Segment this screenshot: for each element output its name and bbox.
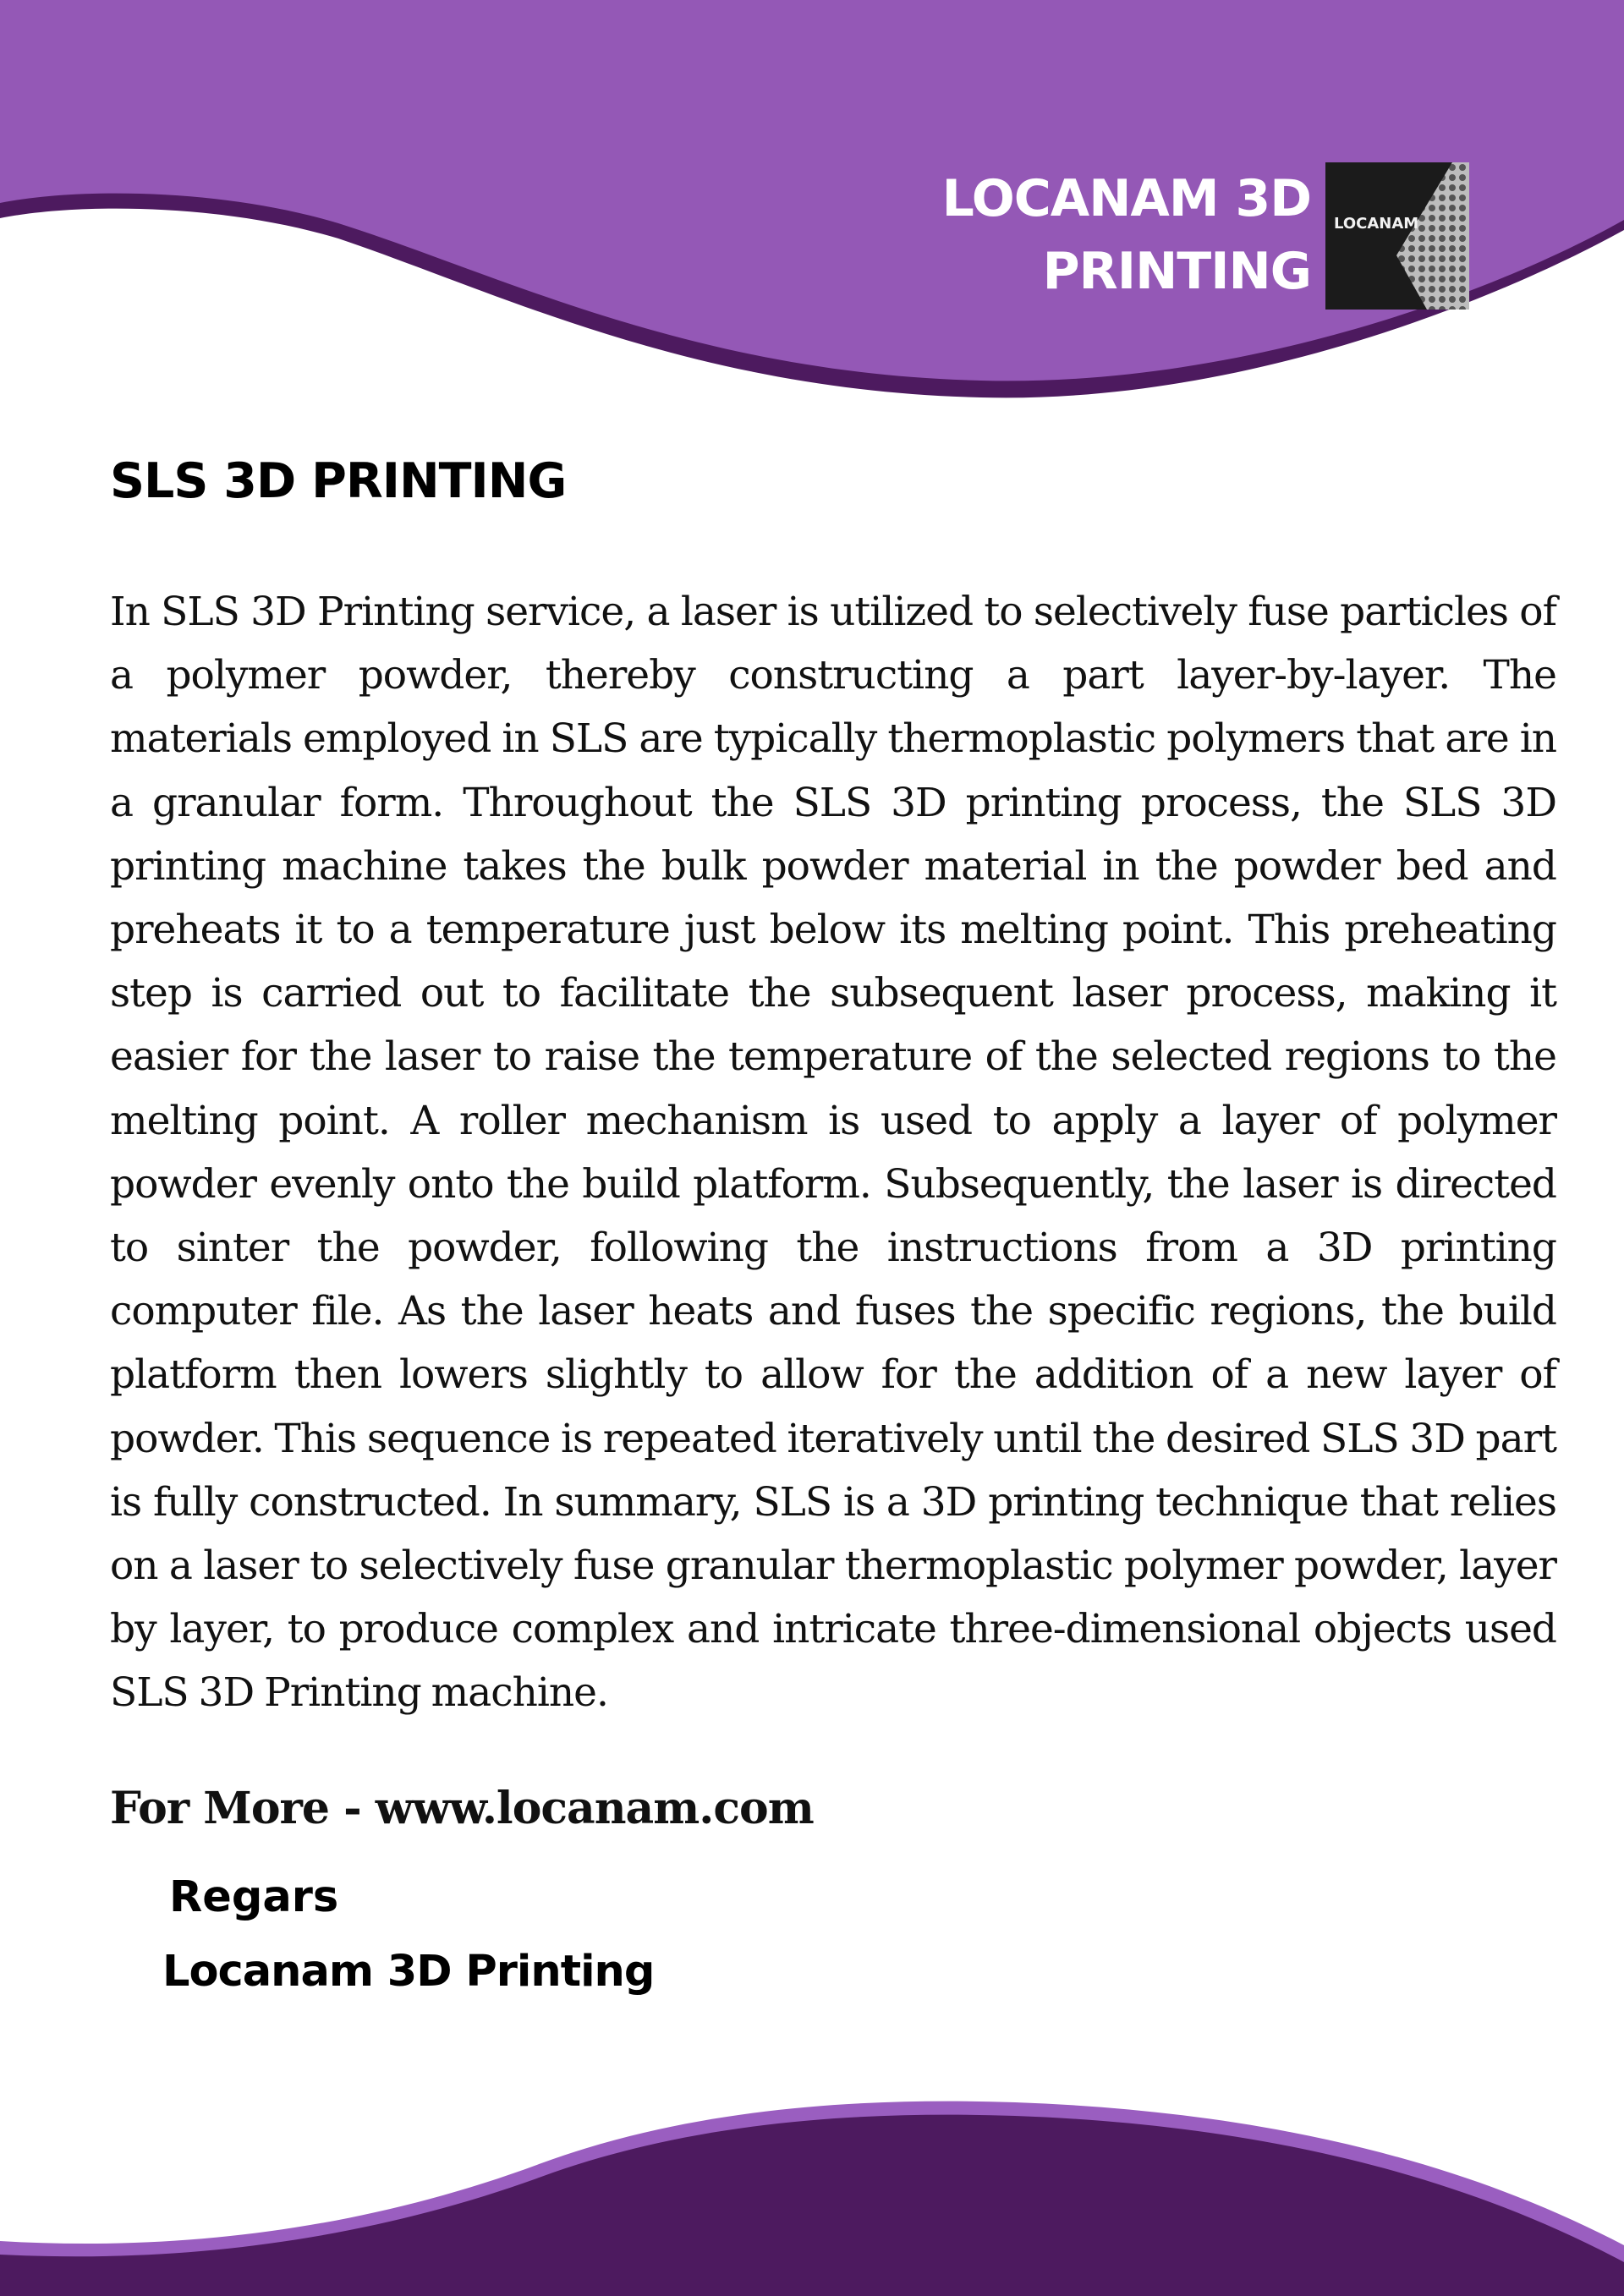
logo-label: LOCANAM	[1334, 215, 1419, 233]
page-title: SLS 3D PRINTING	[110, 453, 567, 509]
footer-wave-banner	[0, 2063, 1624, 2296]
brand-title-line1: LOCANAM 3D	[941, 169, 1311, 228]
logo-mesh-graphic	[1325, 162, 1469, 310]
website-line: For More - www.locanam.com	[110, 1783, 814, 1834]
body-paragraph: In SLS 3D Printing service, a laser is utilized to selectively fuse particles of a polymer powder, thereby constructing a part layer-by-layer. The materials employed in SLS are typically thermoplastic polymers that are in a granular form. Throughout the SLS 3D printing process, the SLS 3D printing machine takes the bulk powder material in the powder bed and preheats it to a temperature just below its melting point. This preheating step is carried out to facilitate the subsequent laser process, making it easier for the laser to raise the temperature of the selected regions to the melting point. A roller mechanism is used to apply a layer of polymer powder evenly onto the build platform. Subsequently, the laser is directed to sinter the powder, following the instructions from a 3D printing computer file. As the laser heats and fuses the specific regions, the build platform then lowers slightly to allow for the addition of a new layer of powder. This sequence is repeated iteratively until the desired SLS 3D part is fully constructed. In summary, SLS is a 3D printing technique that relies on a laser to selectively fuse granular thermoplastic polymer powder, layer by layer, to produce complex and intricate three-dimensional objects used SLS 3D Printing machine.	[110, 589, 1556, 1717]
closing-signature: Locanam 3D Printing	[162, 1947, 655, 1997]
brand-title	[942, 162, 1311, 308]
brand-title-line2: PRINTING	[1042, 242, 1311, 301]
locanam-logo-icon	[1325, 162, 1469, 310]
closing-regards: Regars	[169, 1872, 339, 1922]
